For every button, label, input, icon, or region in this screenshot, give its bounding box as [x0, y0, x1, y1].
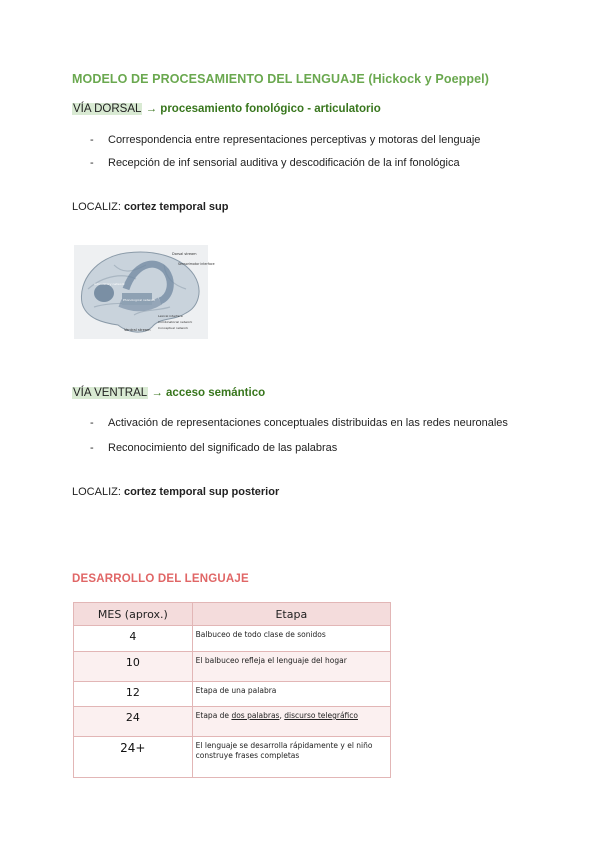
- ventral-heading: [72, 387, 265, 399]
- dorsal-description: → procesamiento fonológico - articulatorio: [145, 103, 381, 115]
- cell-mes: 12: [74, 682, 193, 707]
- table-row: [74, 626, 391, 652]
- frontal-node: [94, 284, 114, 302]
- ventral-label: VÍA VENTRAL: [73, 387, 148, 399]
- etapa-separator: ,: [279, 711, 285, 720]
- cell-mes: 24+: [74, 737, 193, 778]
- bullet-dash: -: [90, 417, 94, 429]
- dorsal-label: VÍA DORSAL: [73, 103, 142, 115]
- brain-diagram-image: [74, 245, 215, 339]
- cell-etapa: El lenguaje se desarrolla rápidamente y el niño construye frases completas: [192, 737, 390, 778]
- brain-label-phonological: Phonological network: [123, 298, 156, 302]
- localiz-label: LOCALIZ:: [72, 486, 121, 498]
- localiz-value: cortez temporal sup: [123, 201, 229, 213]
- header-etapa: Etapa: [192, 603, 390, 626]
- bullet-dash: -: [90, 157, 94, 169]
- brain-label-dorsal: Dorsal stream: [172, 252, 197, 256]
- brain-label-combinatorial: Combinatorial network: [158, 320, 193, 324]
- etapa-underlined: discurso telegráfico: [284, 711, 358, 720]
- dorsal-localiz: [72, 201, 229, 213]
- bullet-dash: -: [90, 442, 94, 454]
- ventral-description: → acceso semántico: [151, 387, 266, 399]
- table-row: [74, 652, 391, 682]
- cell-mes: 4: [74, 626, 193, 652]
- development-title: DESARROLLO DEL LENGUAJE: [72, 573, 249, 585]
- bullet-text: Correspondencia entre representaciones perceptivas y motoras del lenguaje: [108, 134, 481, 146]
- bullet-text: Recepción de inf sensorial auditiva y descodificación de la inf fonológica: [108, 157, 460, 169]
- etapa-underlined: dos palabras: [231, 711, 280, 720]
- bullet-text: Reconocimiento del significado de las palabras: [108, 442, 338, 454]
- etapa-text: Etapa de: [195, 711, 232, 720]
- table-row: [74, 707, 391, 737]
- localiz-label: LOCALIZ:: [72, 201, 121, 213]
- page-title: MODELO DE PROCESAMIENTO DEL LENGUAJE (Hickock y Poeppel): [72, 72, 490, 86]
- header-mes: MES (aprox.): [74, 603, 193, 626]
- table-row: [74, 682, 391, 707]
- brain-label-conceptual: Conceptual network: [158, 326, 189, 330]
- cell-etapa: Etapa de una palabra: [192, 682, 390, 707]
- table-header-row: [74, 603, 391, 626]
- cell-etapa: Balbuceo de todo clase de sonidos: [192, 626, 390, 652]
- bullet-text: Activación de representaciones conceptuales distribuidas en las redes neuronales: [108, 417, 508, 429]
- dorsal-heading: [72, 103, 381, 115]
- brain-label-lexical: Lexical interface: [158, 314, 183, 318]
- cell-etapa: [192, 707, 390, 737]
- cell-mes: 24: [74, 707, 193, 737]
- ventral-localiz: [72, 486, 279, 498]
- brain-label-ventral: Ventral stream: [124, 328, 151, 332]
- cell-mes: 10: [74, 652, 193, 682]
- cell-etapa: El balbuceo refleja el lenguaje del hogar: [192, 652, 390, 682]
- brain-label-articulatory: Articulatory network: [94, 282, 125, 286]
- development-table: [73, 602, 391, 778]
- brain-illustration: [74, 245, 215, 339]
- table-row: [74, 737, 391, 778]
- brain-label-sensorimotor: Sensorimotor interface: [178, 262, 215, 266]
- bullet-dash: -: [90, 134, 94, 146]
- localiz-value: cortez temporal sup posterior: [123, 486, 280, 498]
